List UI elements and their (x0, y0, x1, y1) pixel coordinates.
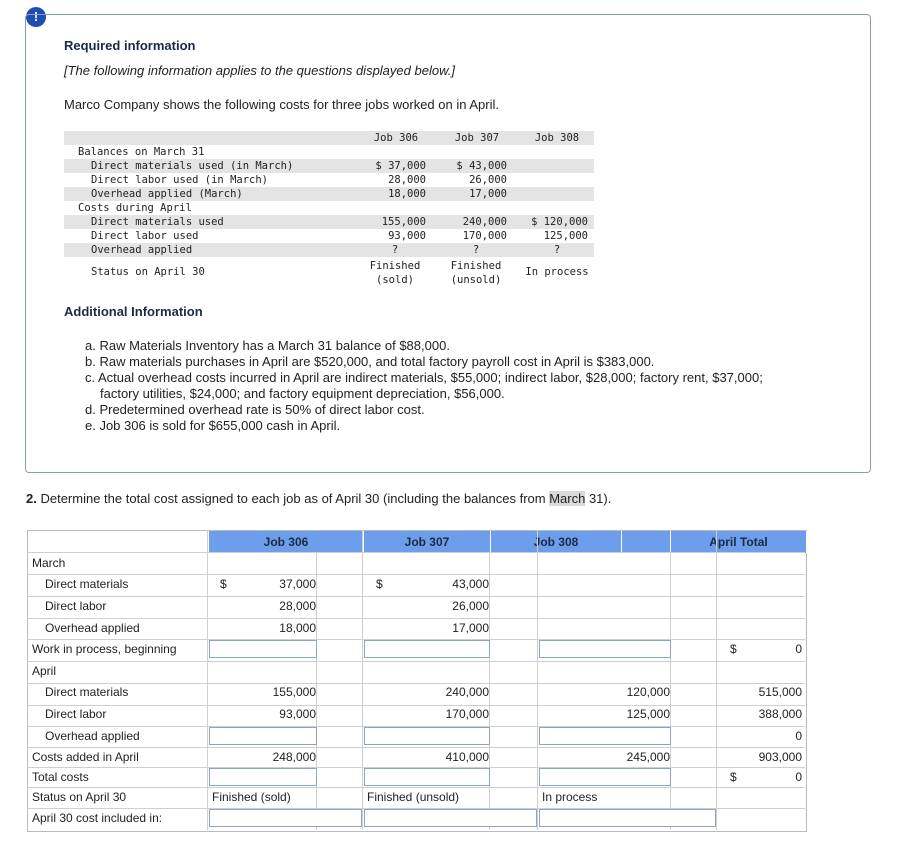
currency-307: $ (376, 577, 383, 591)
grid-vline (670, 552, 671, 830)
total-april-oh: 0 (795, 729, 802, 743)
cost-row-value: 17,000 (469, 188, 507, 200)
grid-label-april-dl: Direct labor (45, 707, 107, 721)
cost-row-value: 125,000 (543, 230, 588, 242)
grid-label-included: April 30 cost included in: (32, 811, 163, 825)
job308-wip-input[interactable] (539, 640, 671, 658)
currency-306: $ (220, 577, 227, 591)
alert-icon: ! (26, 7, 46, 27)
job306-april-oh-input[interactable] (209, 727, 317, 745)
cost-table-row (64, 187, 594, 201)
status-row (64, 259, 594, 289)
cost-table-header-row (64, 131, 594, 145)
cost-row-value: 93,000 (388, 230, 426, 242)
cost-row-value (518, 187, 588, 201)
cost-row-value (356, 201, 426, 215)
grid-vline (716, 530, 717, 830)
total-april-dm: 515,000 (758, 685, 802, 699)
job307-total-input[interactable] (364, 768, 490, 786)
grid-label-march-dl: Direct labor (45, 599, 107, 613)
cost-row-value (518, 145, 588, 159)
total-april-dl: 388,000 (758, 707, 802, 721)
additional-item-b: b. Raw materials purchases in April are $520,000, and total factory payroll cost in April is $383,000. (85, 354, 655, 369)
cost-row-value: 170,000 (462, 230, 507, 242)
job308-included-select[interactable] (539, 809, 716, 827)
job307-march-dm: 43,000 (452, 577, 489, 591)
grid-label-march: March (32, 556, 66, 570)
cost-header-job-307: Job 307 (454, 132, 500, 144)
grid-label-wip: Work in process, beginning (32, 642, 177, 656)
job307-april-dm: 240,000 (445, 685, 489, 699)
grid-label-march-oh: Overhead applied (45, 621, 140, 635)
cost-row-value (518, 201, 588, 215)
additional-item-c-cont: factory utilities, $24,000; and factory equipment depreciation, $56,000. (100, 386, 505, 401)
job307-wip-input[interactable] (364, 640, 490, 658)
cost-row-value: 155,000 (381, 216, 426, 228)
additional-item-d: d. Predetermined overhead rate is 50% of direct labor cost. (85, 402, 425, 417)
grid-header-april-total: April Total (671, 531, 807, 553)
cost-row-value: ? (391, 244, 399, 256)
job306-april-dl: 93,000 (279, 707, 316, 721)
status-308: In process (525, 266, 589, 278)
cost-row-value (518, 159, 588, 173)
grid-label-april-oh: Overhead applied (45, 729, 140, 743)
cost-header-job-308: Job 308 (534, 132, 580, 144)
job306-wip-input[interactable] (209, 640, 317, 658)
total-wip: 0 (795, 642, 802, 656)
additional-item-e: e. Job 306 is sold for $655,000 cash in April. (85, 418, 341, 433)
cost-row-value: 26,000 (469, 174, 507, 186)
cost-table-row (64, 145, 594, 159)
cost-row-label: Overhead applied (91, 244, 193, 256)
job308-total-input[interactable] (539, 768, 671, 786)
cost-table-row (64, 173, 594, 187)
grid-label-april: April (32, 664, 57, 678)
job307-included-select[interactable] (364, 809, 537, 827)
job306-march-dl: 28,000 (279, 599, 316, 613)
status-306-line2: (sold) (376, 274, 414, 286)
grid-vline (316, 552, 317, 830)
cost-row-value (437, 145, 507, 159)
currency-total-costs: $ (730, 770, 737, 784)
cost-table-row (64, 201, 594, 215)
cost-row-label: Direct materials used (in March) (91, 160, 294, 172)
cost-row-label: Direct materials used (91, 216, 224, 228)
question-number: 2. (26, 491, 37, 506)
job306-april-dm: 155,000 (272, 685, 316, 699)
total-costs-added: 903,000 (758, 750, 802, 764)
cost-row-value (437, 201, 507, 215)
cost-row-value: $ 43,000 (456, 160, 507, 172)
grid-label-costs-added: Costs added in April (32, 750, 139, 764)
job308-april-dm: 120,000 (626, 685, 670, 699)
cost-table-row (64, 229, 594, 243)
job308-april-oh-input[interactable] (539, 727, 671, 745)
job306-costs-added: 248,000 (272, 750, 316, 764)
grid-header-job-306: Job 306 (209, 531, 364, 553)
job307-april-dl: 170,000 (445, 707, 489, 721)
status-label: Status on April 30 (91, 266, 205, 278)
question-highlight: March (549, 491, 586, 506)
grid-label-march-dm: Direct materials (45, 577, 129, 591)
grid-vline (362, 530, 363, 830)
cost-row-value: 240,000 (462, 216, 507, 228)
currency-total-wip: $ (730, 642, 737, 656)
intro-text: Marco Company shows the following costs for three jobs worked on in April. (64, 97, 499, 112)
question-text (26, 491, 611, 506)
job306-march-dm: 37,000 (279, 577, 316, 591)
cost-table-row (64, 215, 594, 229)
job307-costs-added: 410,000 (445, 750, 489, 764)
grid-line (27, 552, 805, 553)
additional-info-title: Additional Information (64, 304, 203, 319)
status-307-line1: Finished (450, 260, 502, 272)
additional-item-c: c. Actual overhead costs incurred in April are indirect materials, $55,000; indirect labor, $28,000; factory rent, $37,000; (85, 370, 763, 385)
job307-april-oh-input[interactable] (364, 727, 490, 745)
grid-header-job-308: Job 308 (491, 531, 622, 553)
status-306-line1: Finished (369, 260, 421, 272)
grid-line (27, 661, 805, 662)
cost-row-label: Balances on March 31 (78, 146, 205, 158)
job306-status: Finished (sold) (212, 790, 291, 804)
job306-included-select[interactable] (209, 809, 362, 827)
cost-row-label: Overhead applied (March) (91, 188, 243, 200)
job307-march-dl: 26,000 (452, 599, 489, 613)
job306-total-input[interactable] (209, 768, 317, 786)
job306-march-oh: 18,000 (279, 621, 316, 635)
job307-march-oh: 17,000 (452, 621, 489, 635)
cost-row-value: $ 37,000 (375, 160, 426, 172)
grid-vline (537, 530, 538, 830)
cost-row-value: $ 120,000 (531, 216, 588, 228)
additional-item-a: a. Raw Materials Inventory has a March 31 balance of $88,000. (85, 338, 450, 353)
job-cost-table (64, 131, 594, 291)
cost-table-row (64, 159, 594, 173)
question-body: Determine the total cost assigned to each job as of April 30 (including the balances from (40, 491, 550, 506)
cost-header-job-306: Job 306 (373, 132, 419, 144)
cost-row-value: 18,000 (388, 188, 426, 200)
grid-header-job-307: Job 307 (364, 531, 491, 553)
required-info-title: Required information (64, 38, 196, 53)
grid-label-total-costs: Total costs (32, 770, 89, 784)
status-307-line2: (unsold) (450, 274, 502, 286)
grid-label-april-dm: Direct materials (45, 685, 129, 699)
total-total-costs: 0 (795, 770, 802, 784)
cost-table-row (64, 243, 594, 257)
question-tail: 31). (585, 491, 612, 506)
job307-status: Finished (unsold) (367, 790, 460, 804)
cost-row-value: ? (553, 244, 561, 256)
cost-row-label: Costs during April (78, 202, 192, 214)
job308-costs-added: 245,000 (626, 750, 670, 764)
cost-row-value: 28,000 (388, 174, 426, 186)
job308-status: In process (542, 790, 598, 804)
cost-row-label: Direct labor used (in March) (91, 174, 269, 186)
grid-vline (489, 552, 490, 830)
required-info-subtitle: [The following information applies to the questions displayed below.] (64, 63, 455, 78)
cost-row-label: Direct labor used (91, 230, 199, 242)
cost-row-value (356, 145, 426, 159)
grid-label-status: Status on April 30 (32, 790, 127, 804)
cost-row-value (518, 173, 588, 187)
grid-vline (207, 530, 208, 830)
job308-april-dl: 125,000 (626, 707, 670, 721)
cost-row-value: ? (472, 244, 480, 256)
